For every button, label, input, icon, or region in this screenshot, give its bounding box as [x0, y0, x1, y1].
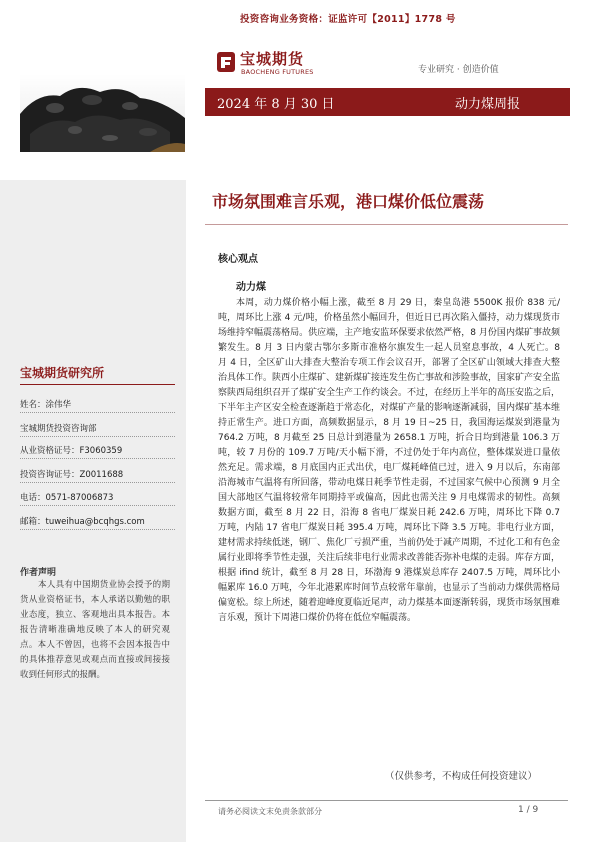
date-banner — [205, 88, 570, 116]
info-divider — [20, 505, 175, 506]
info-divider — [20, 529, 175, 530]
logo-name-en: BAOCHENG FUTURES — [241, 68, 314, 76]
license-text: 投资咨询业务资格：证监许可【2011】1778 号 — [240, 14, 456, 25]
author-declaration-text: 本人具有中国期货业协会授予的期货从业资格证书，本人承诺以勤勉的职业态度，独立、客观地出具本报告。本报告清晰准确地反映了本人的研究观点。本人不曾因，也将不会因本报告中的具体推荐意见或观点而直接或间接接收到任何形式的报酬。 — [20, 580, 170, 680]
email: 邮箱：tuweihua@bcqhgs.com — [20, 517, 145, 527]
institute-divider — [20, 384, 175, 385]
author-name: 姓名：涂伟华 — [20, 400, 72, 410]
report-title: 市场氛围难言乐观，港口煤价低位震荡 — [212, 192, 485, 211]
section-heading: 动力煤 — [236, 282, 266, 293]
company-logo — [216, 48, 326, 82]
slogan: 专业研究 · 创造价值 — [418, 65, 499, 75]
sidebar — [0, 180, 186, 842]
info-divider — [20, 412, 175, 413]
page-number: 1 / 9 — [518, 805, 539, 815]
info-divider — [20, 482, 175, 483]
investment-disclaimer: （仅供参考，不构成任何投资建议） — [385, 771, 538, 782]
report-type: 动力煤周报 — [454, 97, 520, 112]
core-view-heading: 核心观点 — [218, 254, 258, 265]
logo-mark-icon — [216, 51, 236, 73]
info-divider — [20, 436, 175, 437]
author-department: 宝城期货投资咨询部 — [20, 424, 97, 434]
qualification-number: 从业资格证号：F3060359 — [20, 446, 123, 456]
phone: 电话：0571-87006873 — [20, 493, 114, 503]
author-declaration-title: 作者声明 — [20, 568, 57, 578]
institute-name: 宝城期货研究所 — [20, 366, 105, 380]
logo-name-cn: 宝城期货 — [240, 50, 305, 68]
info-divider — [20, 458, 175, 459]
body-paragraph: 本周，动力煤价格小幅上涨，截至 8 月 29 日，秦皇岛港 5500K 报价 838 元/吨，周环比上涨 4 元/吨，价格虽然小幅回升，但近日已再次陷入僵持，动力煤现货市场维持窄幅震荡格局。供应端，主产地安监环保要求依然严格，8 月份国内煤矿事故频繁发生。8 月 3 日内蒙古鄂尔多斯市准格尔旗发生一起人员窒息事故，4 人死亡。8 月 4 日，全区矿山大排查大整治专项工作会议召开，部署了全区矿山领域大排查大整治具体工作。陕西小庄煤矿、建新煤矿接连发生伤亡事故和涉险事故，国家矿产安全监察陕西局组织召开了煤矿安全生产工作约谈会。不过，在经历上半年的高压安监之后，下半年主产区安全检查逐渐趋于常态化，对煤矿产量的影响逐渐减弱，国内煤矿基本维持正常生产。进口方面，高频数据显示，8 月 19 日~25 日，我国海运煤炭到港量为 764.2 万吨，8 月截至 25 日总计到港量为 2658.1 万吨，折合日均到港量 106.3 万吨，较 7 月份的 109.7 万吨/天小幅下滑，不过仍处于年内高位，整体煤炭进口量依然充足。需求端，8 月底国内正式出伏，电厂煤耗峰值已过，进入 9 月以后，东南部沿海城市气温将有所回落，带动电煤日耗季节性走弱，不过国家气候中心预测 9 月全国大部地区气温将较常年同期持平或偏高，因此也需关注 9 月电煤需求的韧性。高频数据方面，截至 8 月 22 日，沿海 8 省电厂煤炭日耗 242.6 万吨，周环比下降 0.7 万吨，内陆 17 省电厂煤炭日耗 395.4 万吨，周环比下降 3.5 万吨。非电行业方面，建材需求持续低迷，钢厂、焦化厂亏损严重，当前仍处于减产周期，不过化工和有色金属行业即将季节性走强，关注后续非电行业需求改善能否弥补电煤的走弱。库存方面，根据 ifind 统计，截至 8 月 28 日，环渤海 9 港煤炭总库存 2407.5 万吨，周环比小幅累库 16.0 万吨，今年北港累库时间节点较常年靠前，也显示了当前动力煤供需格局偏宽松。综上所述，随着迎峰度夏临近尾声，动力煤基本面逐渐转弱，现货市场氛围难言乐观，预计下周港口煤价仍将在低位窄幅震荡。 — [218, 298, 561, 623]
title-divider — [205, 224, 568, 225]
coal-image — [20, 74, 185, 152]
footer-note: 请务必阅读文末免责条款部分 — [218, 807, 322, 816]
report-date: 2024 年 8 月 30 日 — [217, 97, 335, 112]
consult-cert-number: 投资咨询证号：Z0011688 — [20, 470, 124, 480]
footer-divider — [205, 800, 568, 801]
